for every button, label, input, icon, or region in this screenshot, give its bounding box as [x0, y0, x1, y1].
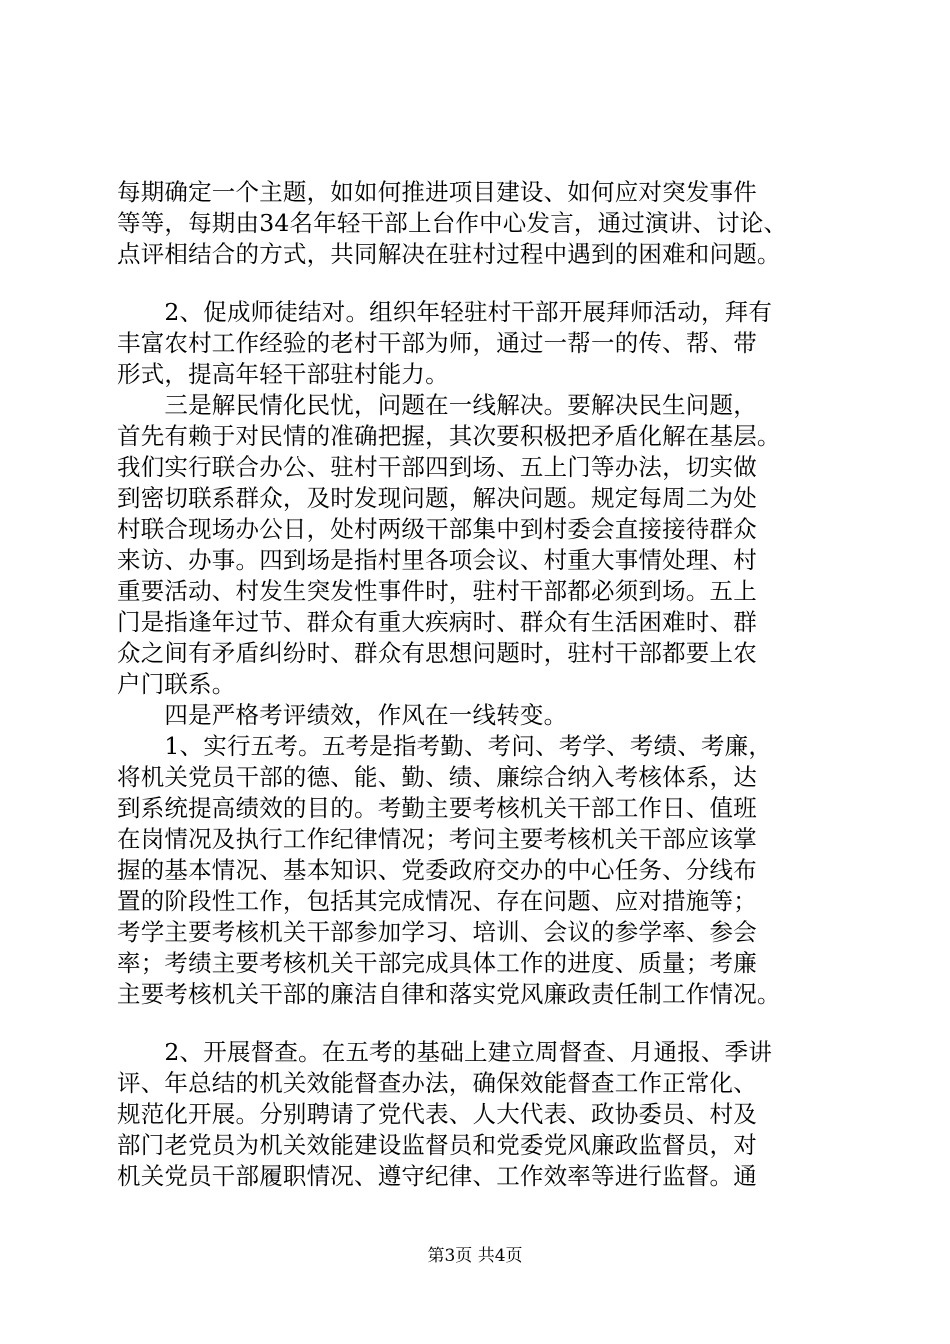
- text-line: 在岗情况及执行工作纪律情况；考问主要考核机关干部应该掌: [117, 825, 757, 853]
- text-line: 1、实行五考。五考是指考勤、考问、考学、考绩、考廉，: [117, 732, 773, 760]
- text-line: 四是严格考评绩效，作风在一线转变。: [117, 701, 568, 729]
- text-line: 到系统提高绩效的目的。考勤主要考核机关干部工作日、值班: [117, 794, 757, 822]
- text-line: 我们实行联合办公、驻村干部四到场、五上门等办法，切实做: [117, 453, 757, 481]
- page-number-footer: 第3页 共4页: [427, 1246, 523, 1266]
- text-line: 2、开展督查。在五考的基础上建立周督查、月通报、季讲: [117, 1038, 773, 1066]
- text-line: 率；考绩主要考核机关干部完成具体工作的进度、质量；考廉: [117, 949, 757, 977]
- text-line: 规范化开展。分别聘请了党代表、人大代表、政协委员、村及: [117, 1100, 757, 1128]
- text-line: 2、促成师徒结对。组织年轻驻村干部开展拜师活动，拜有: [117, 298, 773, 326]
- text-line: 首先有赖于对民情的准确把握，其次要积极把矛盾化解在基层。: [117, 422, 781, 450]
- text-line: 将机关党员干部的德、能、勤、绩、廉综合纳入考核体系，达: [117, 763, 757, 791]
- text-line: 点评相结合的方式，共同解决在驻村过程中遇到的困难和问题。: [117, 240, 781, 268]
- text-line: 评、年总结的机关效能督查办法，确保效能督查工作正常化、: [117, 1069, 757, 1097]
- text-line: 三是解民情化民忧，问题在一线解决。要解决民生问题，: [117, 391, 757, 419]
- text-line: 置的阶段性工作，包括其完成情况、存在问题、应对措施等；: [117, 887, 757, 915]
- text-line: 考学主要考核机关干部参加学习、培训、会议的参学率、参会: [117, 918, 757, 946]
- text-line: 形式，提高年轻干部驻村能力。: [117, 360, 449, 388]
- text-line: 每期确定一个主题，如如何推进项目建设、如何应对突发事件: [117, 178, 757, 206]
- text-line: 户门联系。: [117, 670, 236, 698]
- text-line: 来访、办事。四到场是指村里各项会议、村重大事情处理、村: [117, 546, 757, 574]
- text-line: 重要活动、村发生突发性事件时，驻村干部都必须到场。五上: [117, 577, 757, 605]
- text-line: 门是指逢年过节、群众有重大疾病时、群众有生活困难时、群: [117, 608, 757, 636]
- text-line: 主要考核机关干部的廉洁自律和落实党风廉政责任制工作情况。: [117, 980, 781, 1008]
- text-line: 部门老党员为机关效能建设监督员和党委党风廉政监督员，对: [117, 1131, 757, 1159]
- text-line: 握的基本情况、基本知识、党委政府交办的中心任务、分线布: [117, 856, 757, 884]
- text-line: 等等，每期由34名年轻干部上台作中心发言，通过演讲、讨论、: [117, 209, 788, 237]
- text-line: 机关党员干部履职情况、遵守纪律、工作效率等进行监督。通: [117, 1162, 757, 1190]
- text-line: 众之间有矛盾纠纷时、群众有思想问题时，驻村干部都要上农: [117, 639, 757, 667]
- text-line: 村联合现场办公日，处村两级干部集中到村委会直接接待群众: [117, 515, 757, 543]
- text-line: 到密切联系群众，及时发现问题，解决问题。规定每周二为处: [117, 484, 757, 512]
- text-line: 丰富农村工作经验的老村干部为师，通过一帮一的传、帮、带: [117, 329, 757, 357]
